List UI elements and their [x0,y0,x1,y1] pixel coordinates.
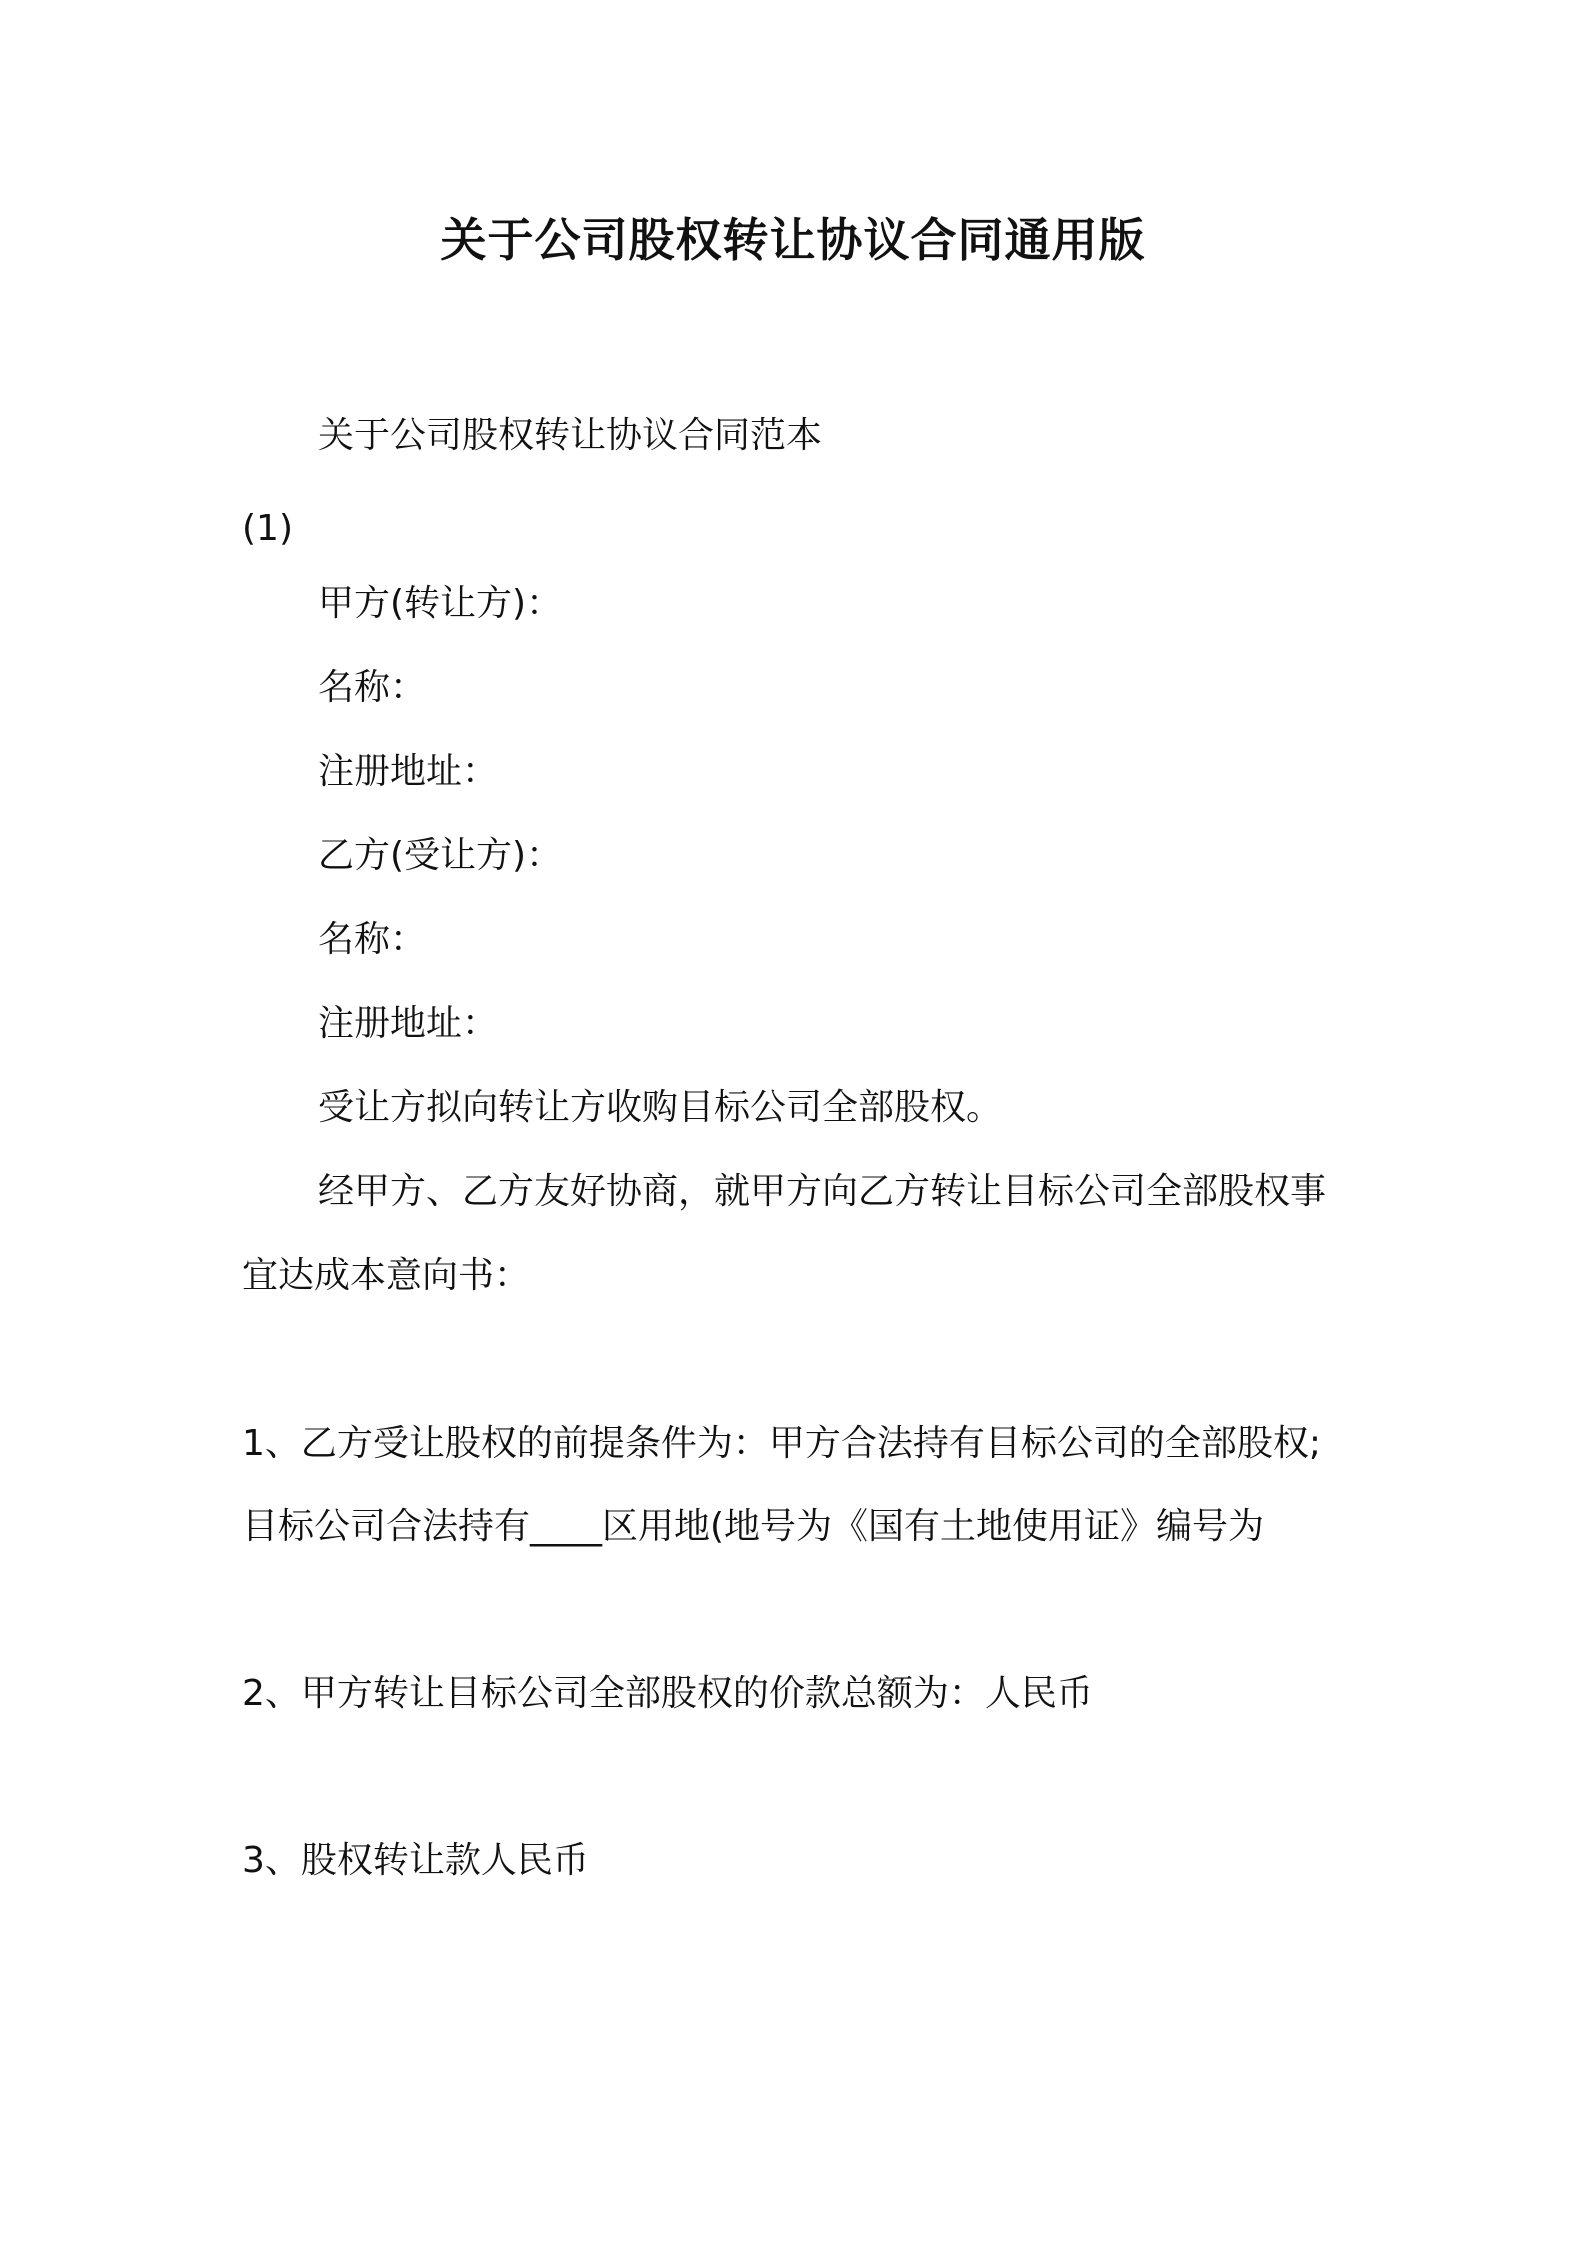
party-b-name-label: 名称： [318,919,427,960]
party-a-name-label: 名称： [318,667,427,708]
clause-2: 2、甲方转让目标公司全部股权的价款总额为：人民币 [242,1673,1093,1714]
party-a-address-label: 注册地址： [318,751,499,792]
document-subtitle: 关于公司股权转让协议合同范本 [318,415,823,456]
intent-paragraph: 受让方拟向转让方收购目标公司全部股权。 [318,1087,1003,1128]
party-b-address-label: 注册地址： [318,1003,499,1044]
clause-1-line-1: 1、乙方受让股权的前提条件为：甲方合法持有目标公司的全部股权; [242,1423,1322,1464]
party-a-heading: 甲方(转让方)： [318,583,563,624]
clause-1-line-2: 目标公司合法持有____区用地(地号为《国有土地使用证》编号为 [242,1506,1265,1547]
agreement-paragraph-line-1: 经甲方、乙方友好协商，就甲方向乙方转让目标公司全部股权事 [318,1171,1327,1212]
clause-3: 3、股权转让款人民币 [242,1840,589,1881]
party-b-heading: 乙方(受让方)： [318,835,563,876]
agreement-paragraph-line-2: 宜达成本意向书： [242,1255,531,1296]
section-number: (1) [242,508,293,549]
document-title: 关于公司股权转让协议合同通用版 [440,213,1146,267]
